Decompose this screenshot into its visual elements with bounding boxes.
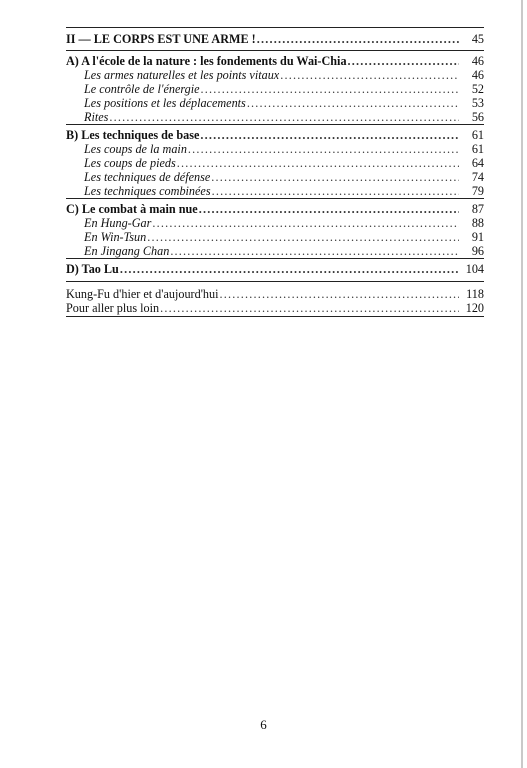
toc-section-heading (66, 262, 484, 276)
divider (66, 281, 484, 282)
dot-leader (211, 170, 459, 184)
dot-leader (212, 184, 459, 198)
toc-entry (66, 68, 484, 82)
toc-page: 87 (471, 202, 484, 216)
toc-part-heading (66, 32, 484, 46)
toc-closing-entry (66, 301, 484, 315)
dot-leader (160, 301, 459, 315)
toc-title: Kung-Fu d'hier et d'aujourd'hui (66, 287, 219, 301)
toc-entry (66, 96, 484, 110)
toc-title: Les coups de la main (84, 142, 187, 156)
toc-title: En Hung-Gar (84, 216, 152, 230)
toc-entry (66, 110, 484, 124)
dot-leader (188, 142, 459, 156)
dot-leader (109, 110, 459, 124)
toc-page: 91 (471, 230, 484, 244)
toc-page: 45 (471, 32, 484, 46)
toc-entry (66, 244, 484, 258)
toc-page: 74 (471, 170, 484, 184)
toc-title: En Jingang Chan (84, 244, 170, 258)
toc-entry (66, 230, 484, 244)
toc-section-heading (66, 202, 484, 216)
dot-leader (200, 128, 459, 142)
toc-page: 46 (471, 68, 484, 82)
dot-leader (257, 32, 459, 46)
toc-title: Rites (84, 110, 109, 124)
toc-page: 96 (471, 244, 484, 258)
divider (66, 316, 484, 317)
toc-page: 52 (471, 82, 484, 96)
page-edge (521, 0, 523, 768)
toc-page: 61 (471, 128, 484, 142)
toc-title: Les techniques de défense (84, 170, 211, 184)
toc-entry (66, 156, 484, 170)
toc-entry (66, 216, 484, 230)
toc-title: II — LE CORPS EST UNE ARME ! (66, 32, 256, 46)
toc-title: C) Le combat à main nue (66, 202, 198, 216)
divider (66, 50, 484, 51)
dot-leader (201, 82, 459, 96)
toc-page: 118 (466, 287, 484, 301)
toc-page: 61 (471, 142, 484, 156)
toc-page: 46 (471, 54, 484, 68)
toc-title: A) A l'école de la nature : les fondements du Wai-Chia (66, 54, 347, 68)
toc-title: B) Les techniques de base (66, 128, 200, 142)
toc-page: 64 (471, 156, 484, 170)
dot-leader (199, 202, 459, 216)
dot-leader (170, 244, 459, 258)
toc-page: 120 (465, 301, 484, 315)
toc-title: Les armes naturelles et les points vitaux (84, 68, 280, 82)
toc-entry (66, 82, 484, 96)
divider (66, 124, 484, 125)
toc-page: 79 (471, 184, 484, 198)
toc-section-heading (66, 54, 484, 68)
toc-entry (66, 184, 484, 198)
toc-entry (66, 170, 484, 184)
dot-leader (219, 287, 459, 301)
toc-title: D) Tao Lu (66, 262, 119, 276)
dot-leader (280, 68, 459, 82)
toc-title: Les positions et les déplacements (84, 96, 246, 110)
dot-leader (152, 216, 459, 230)
dot-leader (348, 54, 459, 68)
toc-title: Le contrôle de l'énergie (84, 82, 200, 96)
divider (66, 198, 484, 199)
dot-leader (177, 156, 459, 170)
toc-page: 104 (465, 262, 484, 276)
dot-leader (147, 230, 459, 244)
divider (66, 258, 484, 259)
toc-page: 53 (471, 96, 484, 110)
toc-title: Les techniques combinées (84, 184, 211, 198)
toc-entry (66, 142, 484, 156)
toc-page: 56 (471, 110, 484, 124)
toc-closing-entry (66, 287, 484, 301)
toc-title: Les coups de pieds (84, 156, 176, 170)
page-number: 6 (260, 717, 267, 732)
toc-title: Pour aller plus loin (66, 301, 160, 315)
dot-leader (247, 96, 459, 110)
divider (66, 27, 484, 28)
toc-title: En Win-Tsun (84, 230, 147, 244)
dot-leader (120, 262, 459, 276)
toc-page: 88 (471, 216, 484, 230)
toc-section-heading (66, 128, 484, 142)
